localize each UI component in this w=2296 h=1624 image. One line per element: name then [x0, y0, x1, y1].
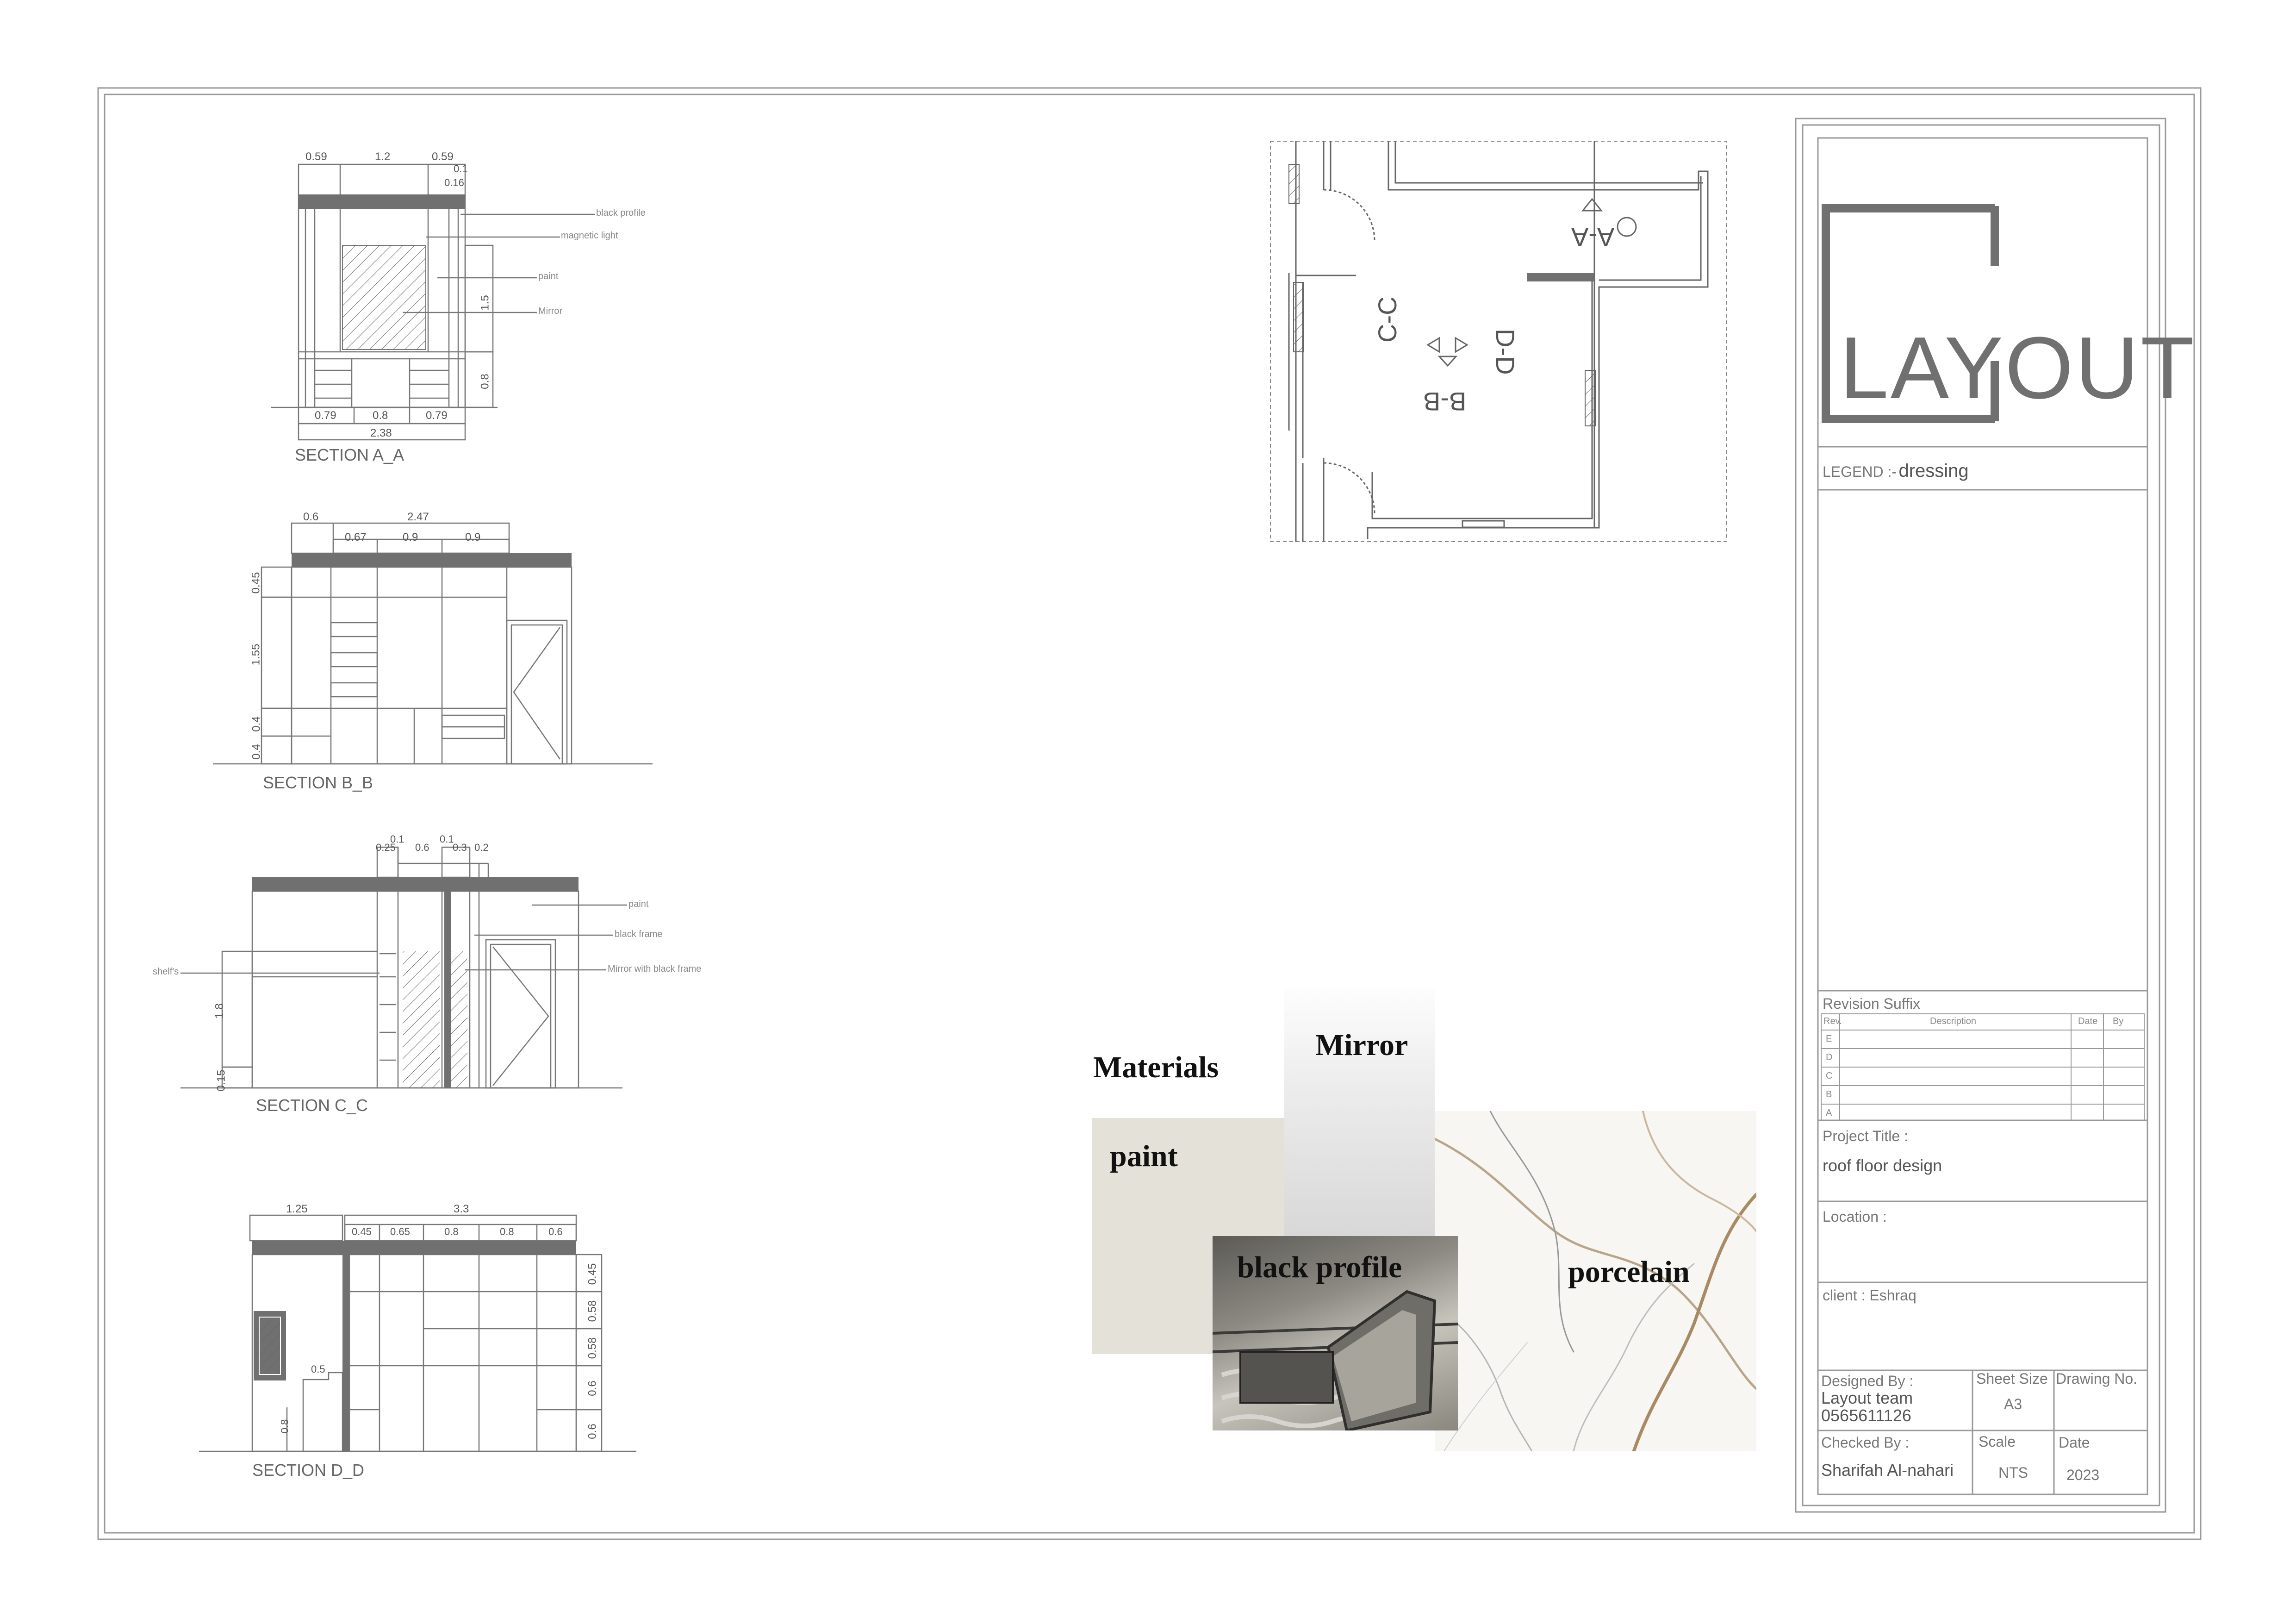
scale-value: NTS [1998, 1464, 2028, 1481]
legend-row [1823, 461, 1969, 481]
section-a-callout: Mirror [538, 306, 563, 316]
section-a-dim: 1.2 [375, 150, 391, 163]
legend-value: dressing [1898, 461, 1969, 481]
section-b-dim: 2.47 [407, 511, 429, 523]
revision-row: C [1826, 1071, 1833, 1081]
section-b-dim: 0.4 [250, 716, 263, 732]
section-d-dim: 3.3 [454, 1203, 469, 1215]
section-d-dim: 0.65 [390, 1226, 410, 1237]
section-a-dim: 0.79 [315, 409, 336, 422]
section-c-callout: shelf's [153, 967, 179, 977]
location-label: Location : [1823, 1208, 1887, 1225]
scale-label: Scale [1979, 1433, 2016, 1450]
section-d-dim: 0.45 [586, 1263, 599, 1285]
client-label: client : Eshraq [1823, 1287, 1916, 1304]
section-a-callout: magnetic light [561, 231, 618, 241]
section-b-dim: 0.4 [250, 744, 263, 760]
section-c-callout: paint [628, 899, 649, 909]
section-c-dim: 0.6 [415, 842, 429, 853]
project-title-value: roof floor design [1823, 1156, 1942, 1175]
designed-by-value: Layout team [1821, 1388, 1913, 1407]
checked-by-value: Sharifah Al-nahari [1821, 1461, 1954, 1480]
revision-header-rev: Rev. [1823, 1016, 1842, 1026]
date-label: Date [2059, 1434, 2090, 1451]
sheet-size-label: Sheet Size [1976, 1370, 2048, 1387]
section-b-dim: 1.55 [249, 643, 262, 666]
material-label-mirror: Mirror [1315, 1028, 1408, 1062]
revision-header-description: Description [1930, 1016, 1977, 1026]
section-c-title: SECTION C_C [256, 1096, 368, 1115]
revision-row: B [1826, 1089, 1832, 1099]
section-c-dim: 0.2 [474, 842, 489, 853]
revision-row: A [1826, 1108, 1832, 1118]
section-d-dim: 0.58 [586, 1337, 599, 1359]
section-d-dim: 0.5 [311, 1363, 325, 1375]
designed-by-label: Designed By : [1821, 1373, 1914, 1389]
section-d-dim: 0.58 [586, 1300, 599, 1322]
section-d-dim: 0.6 [586, 1424, 599, 1439]
section-d-dim: 0.8 [444, 1226, 459, 1237]
materials-heading: Materials [1093, 1050, 1219, 1084]
revision-row: D [1826, 1052, 1833, 1062]
section-c-dim: 0.25 [376, 842, 396, 853]
section-a-dim: 0.8 [373, 409, 388, 422]
section-a-dim: 2.38 [370, 427, 392, 439]
section-a-title: SECTION A_A [295, 445, 404, 464]
material-label-porcelain: porcelain [1568, 1255, 1690, 1289]
section-b-dim: 0.45 [249, 572, 262, 594]
material-label-black-profile: black profile [1237, 1250, 1402, 1284]
designed-by-phone: 0565611126 [1821, 1406, 1911, 1425]
section-d-dim: 1.25 [286, 1203, 308, 1215]
section-d-dim: 0.45 [352, 1226, 372, 1237]
section-c-dim: 0.15 [215, 1069, 228, 1092]
material-label-paint: paint [1110, 1139, 1178, 1173]
section-b-title: SECTION B_B [263, 773, 373, 792]
section-c-dim: 0.1 [390, 833, 404, 845]
section-d-dim: 0.6 [548, 1226, 563, 1237]
logo-wordmark: LAYOUT [1840, 319, 2196, 417]
drawing-no-label: Drawing No. [2056, 1370, 2138, 1387]
section-d-title: SECTION D_D [252, 1461, 365, 1480]
section-c-dim: 0.3 [453, 842, 467, 853]
section-a-dim: 1.5 [479, 295, 492, 311]
section-a-dim: 0.8 [479, 374, 492, 389]
section-a-dim: 0.59 [432, 150, 454, 163]
legend-label: LEGEND :- [1823, 463, 1897, 480]
date-value: 2023 [2066, 1467, 2100, 1483]
section-c-dim: 1.8 [213, 1003, 226, 1019]
sheet-size-value: A3 [2004, 1396, 2022, 1412]
section-c-callout: black frame [615, 929, 663, 939]
project-title-label: Project Title : [1823, 1128, 1908, 1144]
section-a-dim: 0.59 [305, 150, 327, 163]
revision-row: E [1826, 1034, 1832, 1044]
section-c-callout: Mirror with black frame [608, 964, 702, 974]
revision-header-by: By [2113, 1016, 2124, 1026]
section-a-callout: paint [538, 271, 559, 281]
section-b-dim: 0.67 [345, 531, 367, 543]
section-b-dim: 0.9 [403, 531, 418, 543]
section-b-dim: 0.6 [303, 511, 319, 523]
section-a-dim: 0.79 [426, 409, 448, 422]
plan-section-label: C-C [1373, 296, 1402, 343]
plan-section-label: A-A [1571, 223, 1615, 252]
section-a-dim: 0.1 [454, 163, 468, 175]
section-d-dim: 0.8 [500, 1226, 514, 1237]
section-d-dim: 0.8 [279, 1419, 291, 1434]
section-a-callout: black profile [596, 208, 646, 218]
section-a-dim: 0.16 [444, 177, 464, 188]
revision-title: Revision Suffix [1823, 995, 1921, 1012]
plan-section-label: D-D [1491, 329, 1520, 375]
section-b-dim: 0.9 [465, 531, 481, 543]
revision-header-date: Date [2078, 1016, 2098, 1026]
section-d-dim: 0.6 [586, 1380, 599, 1396]
section-c-dim: 0.1 [440, 833, 454, 845]
checked-by-label: Checked By : [1821, 1434, 1910, 1451]
plan-section-label: B-B [1423, 387, 1467, 416]
